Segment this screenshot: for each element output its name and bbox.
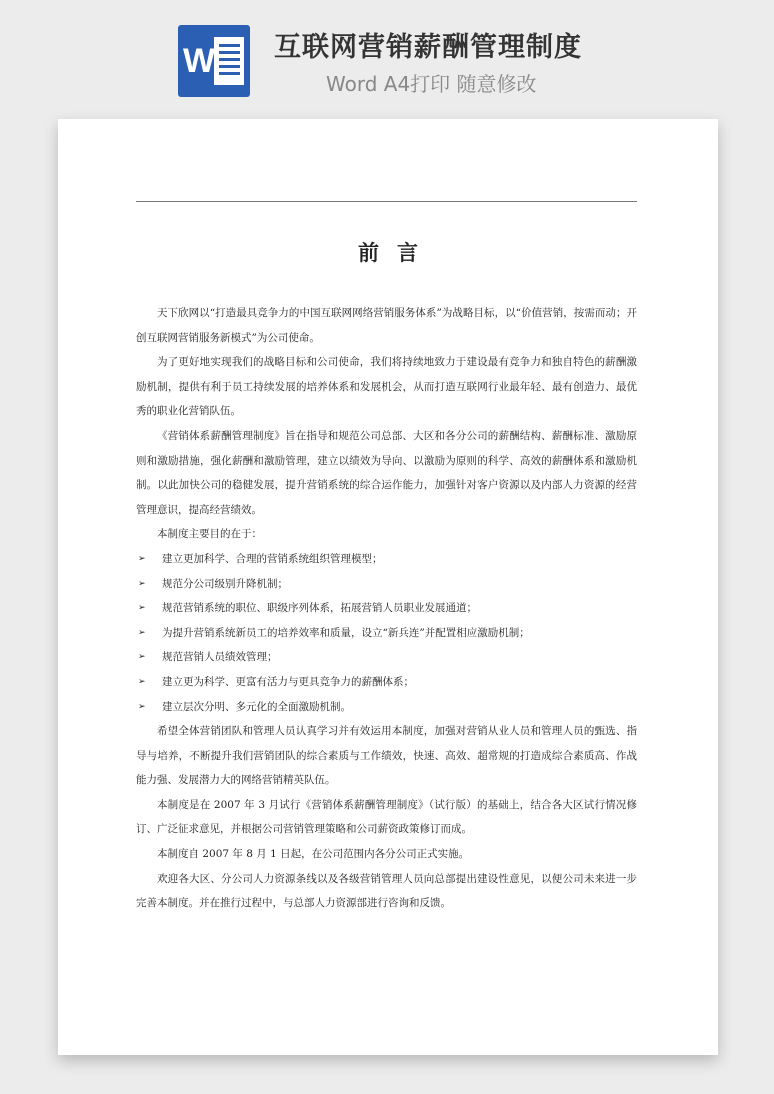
arrow-right-icon: ➢	[138, 652, 146, 663]
arrow-right-icon: ➢	[138, 603, 146, 614]
arrow-right-icon: ➢	[138, 627, 146, 638]
list-item	[136, 547, 637, 572]
list-item-text: 为提升营销系统新员工的培养效率和质量，设立“新兵连”并配置相应激励机制；	[162, 626, 530, 639]
list-item-text: 规范营销人员绩效管理；	[162, 651, 278, 664]
document-title: 互联网营销薪酬管理制度	[274, 32, 582, 63]
bullet-list	[136, 547, 637, 719]
document-subtitle: Word A4打印 随意修改	[326, 72, 537, 96]
arrow-right-icon: ➢	[138, 578, 146, 589]
paragraph: 为了更好地实现我们的战略目标和公司使命，我们将持续地致力于建设最有竞争力和独自特色的薪酬激励机制，提供有利于员工持续发展的培养体系和发展机会，从而打造互联网行业最年轻、最有创造力、最优秀的职业化营销队伍。	[136, 356, 637, 418]
arrow-right-icon: ➢	[138, 553, 146, 564]
list-item	[136, 572, 637, 597]
paragraph: 本制度自 2007 年 8 月 1 日起，在公司范围内各分公司正式实施。	[157, 848, 470, 861]
paragraph: 希望全体营销团队和管理人员认真学习并有效运用本制度，加强对营销从业人员和管理人员的甄选、指导与培养，不断提升我们营销团队的综合素质与工作绩效，快速、高效、超常规的打造成综合素质高、作战能力强、发展潜力大的网络营销精英队伍。	[136, 725, 637, 787]
arrow-right-icon: ➢	[138, 676, 146, 687]
paragraph: 天下欣网以“打造最具竞争力的中国互联网网络营销服务体系”为战略目标，以“价值营销，按需而动；开创互联网营销服务新模式”为公司使命。	[136, 307, 637, 344]
list-item	[136, 645, 637, 670]
list-item	[136, 670, 637, 695]
paragraph: 欢迎各大区、分公司人力资源条线以及各级营销管理人员向总部提出建设性意见，以便公司未来进一步完善本制度。并在推行过程中，与总部人力资源部进行咨询和反馈。	[136, 872, 637, 910]
header-rule	[136, 201, 637, 202]
list-item-text: 建立更加科学、合理的营销系统组织管理模型；	[162, 552, 383, 565]
word-document-icon	[178, 25, 250, 97]
list-item	[136, 621, 637, 646]
list-item-text: 建立更为科学、更富有活力与更具竞争力的薪酬体系；	[162, 675, 414, 688]
header-banner	[0, 0, 774, 112]
paragraph: 《营销体系薪酬管理制度》旨在指导和规范公司总部、大区和各分公司的薪酬结构、薪酬标准、激励原则和激励措施，强化薪酬和激励管理，建立以绩效为导向、以激励为原则的科学、高效的薪酬体系和激励机制。以此加快公司的稳健发展，提升营销系统的综合运作能力，加强针对客户资源以及内部人力资源的经营管理意识，提高经营绩效。	[136, 429, 637, 516]
list-item-text: 规范营销系统的职位、职级序列体系，拓展营销人员职业发展通道；	[162, 602, 477, 615]
document-body	[136, 301, 637, 916]
paragraph: 本制度主要目的在于：	[157, 528, 262, 541]
document-page	[58, 119, 718, 1055]
list-item	[136, 695, 637, 720]
page-heading: 前言	[358, 240, 436, 265]
arrow-right-icon: ➢	[138, 701, 146, 712]
list-item-text: 建立层次分明、多元化的全面激励机制。	[162, 700, 351, 713]
list-item	[136, 596, 637, 621]
paragraph: 本制度是在 2007 年 3 月试行《营销体系薪酬管理制度》（试行版）的基础上，结合各大区试行情况修订、广泛征求意见，并根据公司营销管理策略和公司薪资政策修订而成。	[136, 798, 637, 836]
list-item-text: 规范分公司级别升降机制；	[162, 577, 288, 590]
logo-letter: W	[183, 42, 216, 80]
